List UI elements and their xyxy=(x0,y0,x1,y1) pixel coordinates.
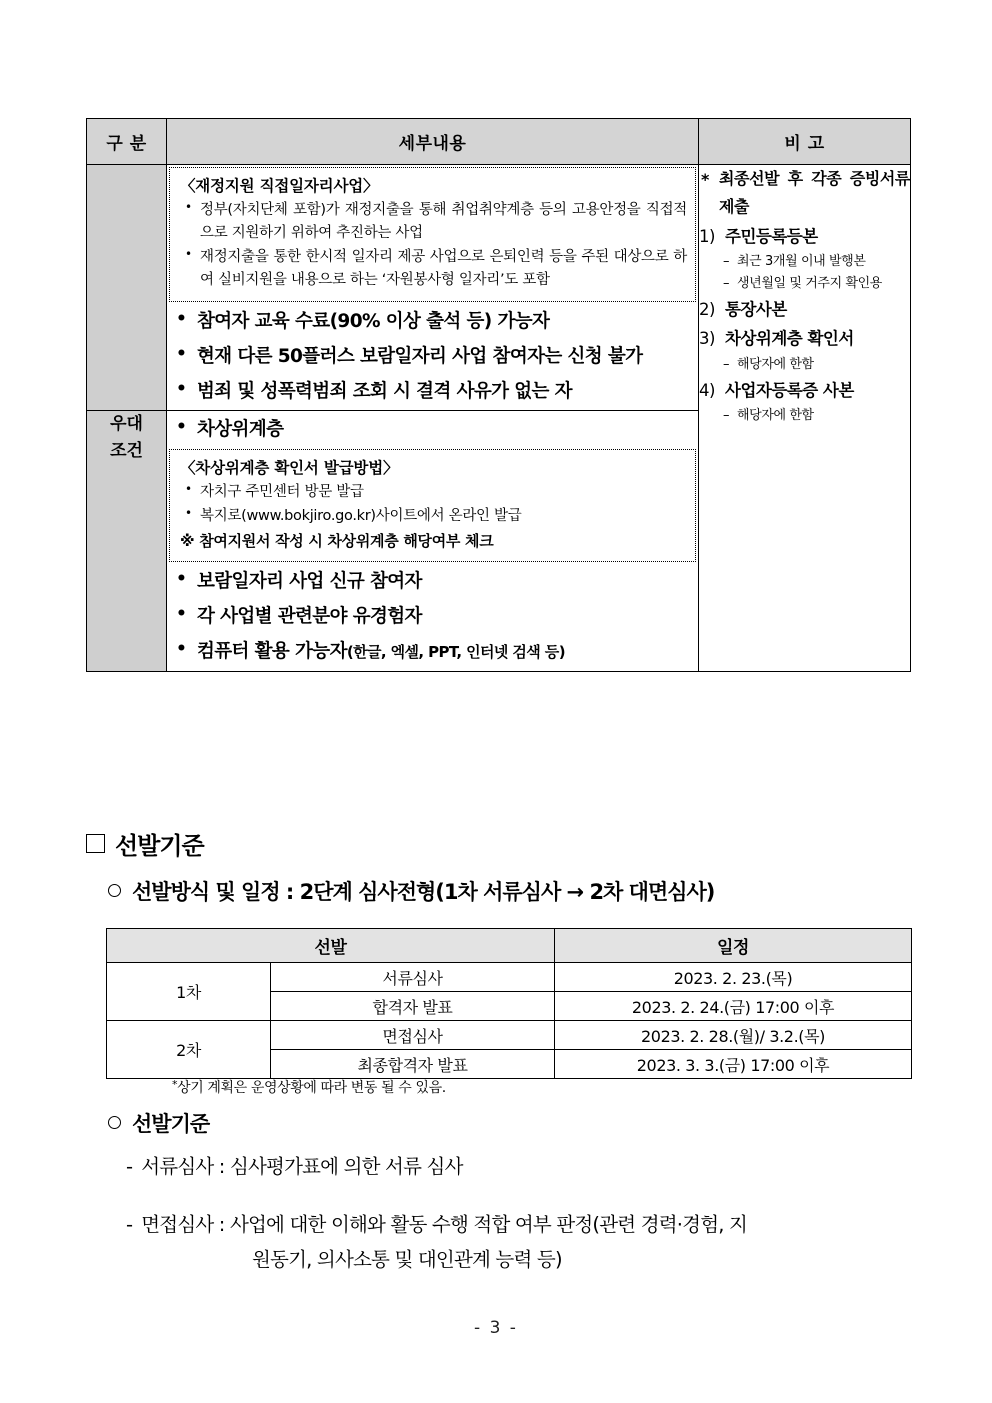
computer-skill-main: 컴퓨터 활용 가능자 xyxy=(197,640,347,662)
dotted-box-title: 〈재정지원 직접일자리사업〉 xyxy=(180,177,379,195)
cell-stage-2: 2차 xyxy=(107,1021,271,1079)
cell-detail-basic xyxy=(167,165,699,411)
preferential-top-list xyxy=(167,414,698,446)
list-item: 차상위계층 확인서 xyxy=(725,329,854,349)
cell-date: 2023. 3. 3.(금) 17:00 이후 xyxy=(555,1050,912,1079)
criteria-item-document xyxy=(126,1152,463,1181)
section-heading-selection-criteria xyxy=(86,826,204,861)
list-item: – 해당자에 한함 xyxy=(699,405,910,427)
footnote-marker: * xyxy=(172,1078,178,1091)
dotted-box-note: ※ 참여지원서 작성 시 차상위계층 해당여부 체크 xyxy=(180,532,494,551)
table-row xyxy=(87,165,911,411)
cell-step: 합격자 발표 xyxy=(271,992,555,1021)
header-detail: 세부내용 xyxy=(167,119,699,165)
basic-condition-list xyxy=(167,306,698,407)
eligibility-table xyxy=(86,118,911,672)
remark-document-list xyxy=(699,223,910,427)
list-item: • 범죄 및 성폭력범죄 조회 시 결격 사유가 없는 자 xyxy=(167,376,698,408)
table-row xyxy=(107,1021,912,1050)
gubun-label-line1: 우대 xyxy=(110,414,143,435)
cell-gubun-preferential xyxy=(87,411,167,671)
list-item: 통장사본 xyxy=(725,299,787,319)
remark-sublist xyxy=(699,354,910,376)
footnote-text: 상기 계획은 운영상황에 따라 변동 될 수 있음. xyxy=(177,1080,446,1096)
cell-stage-1: 1차 xyxy=(107,963,271,1021)
list-item: • 참여자 교육 수료(90% 이상 출석 등) 가능자 xyxy=(167,306,698,338)
dash-bullet-icon: - xyxy=(126,1155,133,1178)
header-selection: 선발 xyxy=(107,929,555,963)
circle-bullet-icon xyxy=(108,884,121,897)
selection-method-line xyxy=(108,876,714,906)
cell-date: 2023. 2. 23.(목) xyxy=(555,963,912,992)
computer-skill-tail: (한글, 엑셀, PPT, 인터넷 검색 등) xyxy=(346,642,565,661)
remark-star-note: * 최종선발 후 각종 증빙서류 제출 xyxy=(699,165,910,222)
criteria-item-text: 면접심사 : 사업에 대한 이해와 활동 수행 적합 여부 판정(관련 경력·경험, 지 xyxy=(141,1213,748,1236)
list-item: • 정부(자치단체 포함)가 재정지출을 통해 취업취약계층 등의 고용안정을 직접적으로 지원하기 위하여 추진하는 사업 xyxy=(178,199,687,246)
list-item: – 생년월일 및 거주지 확인용 xyxy=(699,273,910,295)
header-schedule: 일정 xyxy=(555,929,912,963)
dotted-box-list xyxy=(178,199,687,293)
dotted-box-list xyxy=(178,481,687,528)
dotted-box-title: 〈차상위계층 확인서 발급방법〉 xyxy=(180,459,399,478)
page-number: - 3 - xyxy=(474,1318,518,1338)
list-item: 사업자등록증 사본 xyxy=(725,380,854,400)
table-header-row xyxy=(87,119,911,165)
cell-step: 면접심사 xyxy=(271,1021,555,1050)
gubun-label-line2: 조건 xyxy=(110,440,143,461)
criteria-item-text: 서류심사 : 심사평가표에 의한 서류 심사 xyxy=(141,1155,463,1178)
list-item: • 자치구 주민센터 방문 발급 xyxy=(178,481,687,504)
dash-bullet-icon: - xyxy=(126,1213,133,1236)
cell-remark xyxy=(699,165,911,672)
table-row xyxy=(107,963,912,992)
remark-sublist xyxy=(699,405,910,427)
circle-bullet-icon xyxy=(108,1116,121,1129)
square-bullet-icon xyxy=(86,834,105,853)
cell-date: 2023. 2. 28.(월)/ 3.2.(목) xyxy=(555,1021,912,1050)
header-gubun: 구 분 xyxy=(87,119,167,165)
list-item: – 최근 3개월 이내 발행본 xyxy=(699,251,910,273)
header-remark: 비 고 xyxy=(699,119,911,165)
cell-gubun-empty xyxy=(87,165,167,411)
remark-sublist xyxy=(699,251,910,295)
list-item: • 보람일자리 사업 신규 참여자 xyxy=(167,566,698,598)
table-header-row xyxy=(107,929,912,963)
selection-method-label: 선발방식 및 일정 : 2단계 심사전형(1차 서류심사 → 2차 대면심사) xyxy=(132,880,715,904)
cell-step: 서류심사 xyxy=(271,963,555,992)
schedule-footnote xyxy=(172,1077,446,1097)
cell-step: 최종합격자 발표 xyxy=(271,1050,555,1079)
schedule-table-wrapper xyxy=(106,928,911,1079)
cell-detail-preferential xyxy=(167,411,699,671)
list-item: • 각 사업별 관련분야 유경험자 xyxy=(167,601,698,633)
section-heading-label: 선발기준 xyxy=(115,832,204,860)
cell-date: 2023. 2. 24.(금) 17:00 이후 xyxy=(555,992,912,1021)
criteria-item-text-continued: 원동기, 의사소통 및 대인관계 능력 등) xyxy=(252,1248,562,1272)
list-item: • 차상위계층 xyxy=(167,414,698,446)
criteria-item-interview xyxy=(126,1210,916,1275)
dotted-box-finance-job xyxy=(169,167,696,302)
schedule-table xyxy=(106,928,912,1079)
list-item: • 현재 다른 50플러스 보람일자리 사업 참여자는 신청 불가 xyxy=(167,341,698,373)
eligibility-table-wrapper xyxy=(86,118,910,672)
list-item: • 복지로(www.bokjiro.go.kr)사이트에서 온라인 발급 xyxy=(178,505,687,528)
list-item: 주민등록등본 xyxy=(725,226,818,246)
selection-criteria-line xyxy=(108,1108,209,1138)
list-item: – 해당자에 한함 xyxy=(699,354,910,376)
preferential-bottom-list xyxy=(167,566,698,667)
list-item xyxy=(167,636,698,668)
list-item: • 재정지출을 통한 한시적 일자리 제공 사업으로 은퇴인력 등을 주된 대상으로 하여 실비지원을 내용으로 하는 ‘자원봉사형 일자리’도 포함 xyxy=(178,246,687,293)
selection-criteria-label: 선발기준 xyxy=(132,1112,210,1136)
dotted-box-issue-method xyxy=(169,449,696,562)
